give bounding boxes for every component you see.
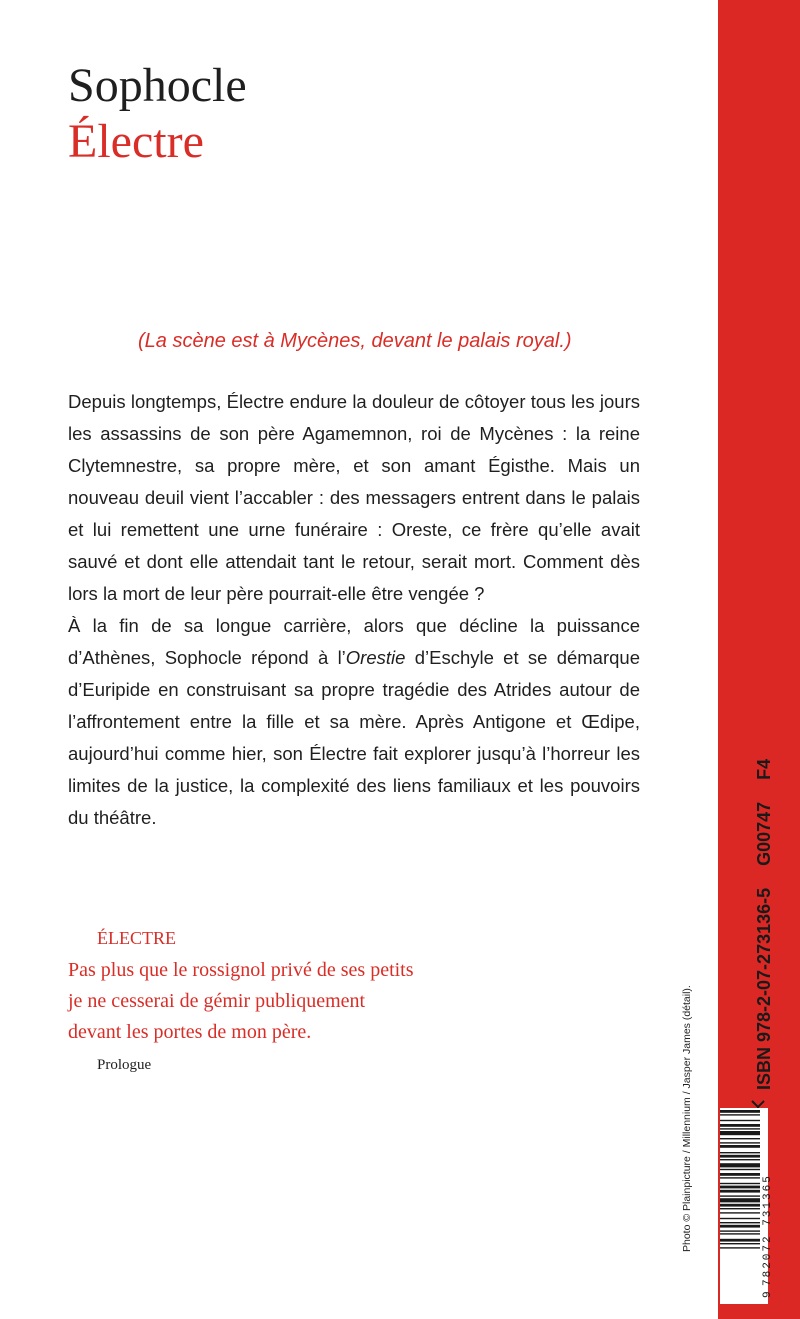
barcode-bar <box>720 1233 760 1234</box>
barcode-bar <box>720 1212 760 1213</box>
barcode-bar <box>720 1225 760 1228</box>
barcode-bar <box>720 1222 760 1223</box>
barcode-bar <box>720 1110 760 1113</box>
book-title: Électre <box>68 115 204 168</box>
barcode-bar <box>720 1198 760 1202</box>
quote-source: Prologue <box>97 1057 152 1073</box>
blurb <box>68 386 640 834</box>
barcode-bar <box>720 1169 760 1170</box>
barcode-bar <box>720 1142 760 1143</box>
blurb-paragraph-2-end: d’Eschyle et se démarque d’Euripide en construisant sa propre tragédie des Atrides autour de l’affrontement entre la fille et sa mère. Après Antigone et Œdipe, aujourd’hui comme hier, son Électre fait explorer jusqu’à l’horreur les limites de la justice, la complexité des liens familiaux et les pouvoirs du théâtre. <box>68 647 640 828</box>
barcode-bar <box>720 1190 760 1193</box>
orestie-title: Orestie <box>345 647 406 668</box>
quote-line: devant les portes de mon père. <box>68 1021 312 1043</box>
quote-line: je ne cesserai de gémir publiquement <box>68 990 366 1012</box>
barcode-bar <box>720 1163 760 1167</box>
stage-direction: (La scène est à Mycènes, devant le palais royal.) <box>138 330 572 352</box>
quote-speaker: ÉLECTRE <box>97 928 176 948</box>
barcode <box>720 1108 768 1304</box>
barcode-bar <box>720 1230 760 1231</box>
barcode-bar <box>720 1208 760 1209</box>
quote-line: Pas plus que le rossignol privé de ses petits <box>68 959 414 981</box>
barcode-bar <box>720 1173 760 1176</box>
barcode-bar <box>720 1247 760 1248</box>
barcode-bar <box>720 1183 760 1184</box>
barcode-lead-digit: 9 <box>762 1291 774 1298</box>
barcode-bar <box>720 1131 760 1135</box>
barcode-bar <box>720 1155 760 1158</box>
quote-verse <box>68 955 414 1048</box>
barcode-bar <box>720 1186 760 1189</box>
barcode-digits: 782072 731365 <box>762 1174 774 1286</box>
barcode-bar <box>720 1145 760 1148</box>
spine-codes <box>753 759 775 1090</box>
barcode-bar <box>720 1243 760 1244</box>
barcode-bar <box>720 1218 760 1219</box>
catalog-code: G00747 <box>754 801 774 866</box>
barcode-bar <box>720 1152 760 1153</box>
blurb-paragraph-2 <box>68 610 640 834</box>
barcode-bar <box>720 1239 760 1242</box>
author-name: Sophocle <box>68 59 247 112</box>
barcode-bar <box>720 1128 760 1129</box>
price-code: F4 <box>754 758 774 780</box>
barcode-bar <box>720 1138 760 1139</box>
barcode-bar <box>720 1124 760 1127</box>
photo-credit: Photo © Plainpicture / Millennium / Jasper James (détail). <box>681 985 693 1252</box>
blurb-paragraph-1: Depuis longtemps, Électre endure la douleur de côtoyer tous les jours les assassins de son père Agamemnon, roi de Mycènes : la reine Clytemnestre, sa propre mère, et son amant Égisthe. Mais un nouveau deuil vient l’accabler : des messagers entrent dans le palais et lui remettent une urne funéraire : Oreste, ce frère qu’elle avait sauvé et dont elle attendait tant le retour, serait mort. Comment dès lors la mort de leur père pourrait-elle être vengée ? <box>68 391 640 604</box>
barcode-bar <box>720 1177 760 1178</box>
blurb-paragraph-2-start: À la fin de sa longue carrière, alors que décline la puissance d’Athènes, Sophocle répond à l’ <box>68 615 640 668</box>
barcode-bar <box>720 1120 760 1121</box>
isbn-number: ISBN 978-2-07-273136-5 <box>754 887 774 1090</box>
barcode-bar <box>720 1159 760 1160</box>
barcode-bar <box>720 1195 760 1196</box>
barcode-bar <box>720 1204 760 1207</box>
barcode-bar <box>720 1114 760 1115</box>
